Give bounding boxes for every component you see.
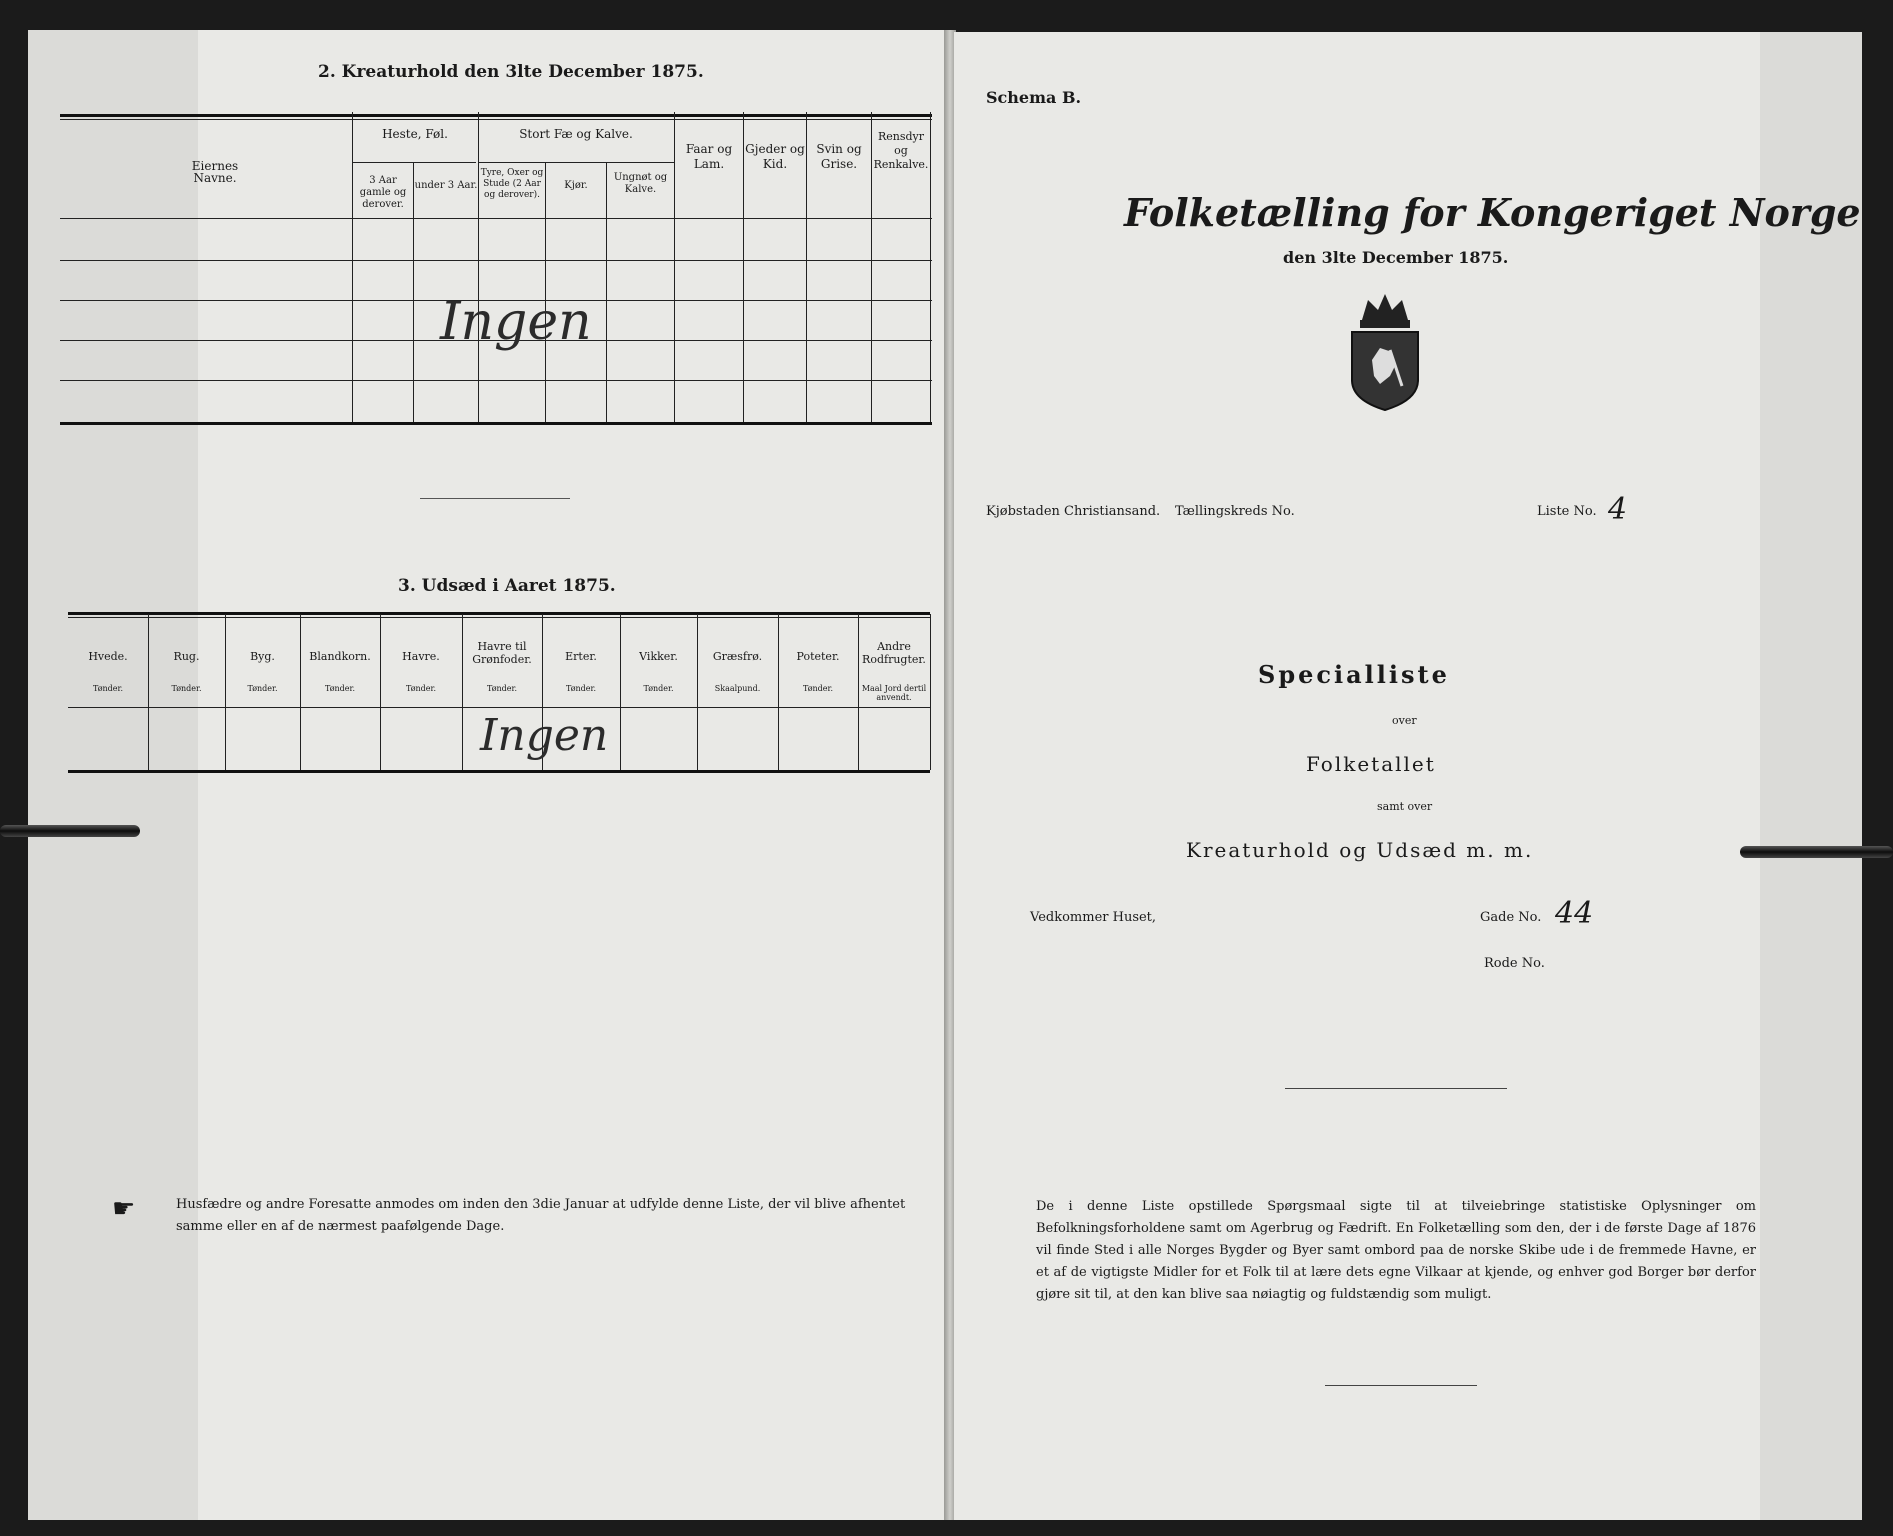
liste-number-handwritten: 4 — [1608, 492, 1628, 527]
handwritten-ingen-livestock: Ingen — [440, 292, 592, 352]
folketallet-label: Folketallet — [1306, 752, 1436, 776]
col-cattle: Stort Fæ og Kalve. — [519, 127, 633, 141]
horses-subhead-rule — [352, 162, 476, 163]
col-reindeer: Rensdyr og Renkalve. — [873, 130, 929, 171]
binder-clip-right — [1740, 846, 1893, 858]
seed-col-unit: Tønder. — [405, 684, 437, 693]
notice-text: Husfædre og andre Foresatte anmodes om inden den 3die Januar at udfylde denne Liste, der vil blive afhentet samme eller en af de nærmest paafølgende Dage. — [176, 1197, 906, 1234]
col-cattle-bulls: Tyre, Oxer og Stude (2 Aar og derover). — [480, 168, 544, 200]
samt-over-label: samt over — [1377, 800, 1433, 813]
seed-col-header: Blandkorn. — [309, 650, 371, 663]
col-goats: Gjeder og Kid. — [745, 142, 805, 171]
seed-col-header: Poteter. — [796, 650, 840, 663]
table3-col-line — [930, 614, 931, 770]
census-date: den 3lte December 1875. — [1283, 248, 1509, 267]
seed-col-unit: Skaalpund. — [714, 684, 761, 693]
table2-col-line — [352, 112, 353, 422]
table2-col-line — [413, 162, 414, 422]
table2-top-rule — [60, 114, 932, 117]
cattle-subhead-rule — [478, 162, 674, 163]
table2-col-line — [930, 112, 931, 422]
separator-rule — [420, 498, 570, 499]
seed-col-unit: Tønder. — [247, 684, 278, 693]
norway-coat-of-arms-icon — [1340, 290, 1430, 412]
handwritten-ingen-seed: Ingen — [480, 710, 609, 761]
section2-title: 2. Kreaturhold den 3lte December 1875. — [318, 62, 704, 82]
seed-col-header: Erter. — [565, 650, 597, 663]
right-separator-rule — [1285, 1088, 1507, 1089]
col-pigs: Svin og Grise. — [816, 142, 862, 171]
col-horses: Heste, Føl. — [382, 127, 448, 141]
table3-top-rule — [68, 612, 930, 615]
seed-col-header: Havre til Grønfoder. — [472, 640, 532, 666]
col-owner-names: Eiernes Navne. — [191, 159, 239, 185]
seed-col-header: Andre Rodfrugter. — [862, 640, 926, 666]
kjobstad-label: Kjøbstaden Christiansand. — [986, 504, 1161, 519]
table2-row-line — [60, 380, 932, 381]
seed-col-unit: Tønder. — [486, 684, 518, 693]
rode-label: Rode No. — [1484, 956, 1545, 971]
seed-col-header: Græsfrø. — [712, 650, 763, 663]
table3-header-rule — [68, 707, 930, 708]
seed-col-unit: Tønder. — [92, 684, 124, 693]
schema-label: Schema B. — [986, 88, 1082, 107]
col-cattle-cows: Kjør. — [564, 180, 588, 191]
table2-col-line — [606, 162, 607, 422]
section3-title: 3. Udsæd i Aaret 1875. — [398, 576, 616, 596]
table2-header-rule — [60, 218, 932, 219]
col-horses-under3: under 3 Aar. — [414, 180, 478, 191]
left-margin-bleed — [28, 30, 198, 1520]
table2-col-line — [478, 112, 479, 422]
purpose-paragraph: De i denne Liste opstillede Spørgsmaal sigte til at tilveiebringe statistiske Oplysninger om Befolkningsforholdene samt om Agerbrug og Fædrift. En Folketælling som den, der i de første Dage af 1876 vil finde Sted i alle Norges Bygder og Byer samt ombord paa de norske Skibe ude i de fremmede Havne, er et af de vigtigste Midler for et Folk til at lære dets egne Vilkaar at kjende, og enhver god Borger bør derfor gjøre sit til, at den kan blive saa nøiagtig og fuldstændig som muligt. — [1036, 1199, 1756, 1302]
seed-col-header: Hvede. — [88, 650, 128, 663]
col-horses-3yr: 3 Aar gamle og derover. — [359, 175, 407, 210]
census-title: Folketælling for Kongeriget Norge — [1124, 190, 1861, 235]
kreds-label: Tællingskreds No. — [1175, 504, 1295, 519]
bottom-rule — [1325, 1385, 1477, 1386]
table2-top-rule-2 — [60, 119, 932, 120]
seed-col-unit: Tønder. — [171, 684, 202, 693]
col-cattle-young: Ungnøt og Kalve. — [613, 172, 668, 195]
seed-col-unit: Tønder. — [802, 684, 834, 693]
gade-label: Gade No. — [1480, 910, 1542, 925]
seed-col-unit: Tønder. — [643, 684, 674, 693]
vedkommer-label: Vedkommer Huset, — [1030, 910, 1157, 925]
table3-bottom-rule — [68, 770, 930, 773]
table3-top-rule-2 — [68, 617, 930, 618]
table2-bottom-rule — [60, 422, 932, 425]
seed-col-header: Rug. — [173, 650, 200, 663]
table2-row-line — [60, 260, 932, 261]
seed-col-unit: Tønder. — [324, 684, 356, 693]
liste-label: Liste No. — [1537, 504, 1597, 519]
over-label: over — [1392, 714, 1417, 727]
special-title: Specialliste — [1258, 660, 1450, 689]
gade-number-handwritten: 44 — [1555, 896, 1594, 931]
seed-col-header: Havre. — [402, 650, 440, 663]
binder-clip-left — [0, 825, 140, 837]
seed-col-header: Byg. — [250, 650, 275, 663]
kreaturhold-label: Kreaturhold og Udsæd m. m. — [1186, 838, 1534, 862]
right-margin-bleed — [1760, 32, 1862, 1520]
col-sheep: Faar og Lam. — [685, 142, 733, 171]
seed-col-unit: Maal Jord dertil anvendt. — [861, 684, 927, 702]
pointing-hand-icon: ☛ — [112, 1194, 136, 1224]
seed-col-unit: Tønder. — [565, 684, 597, 693]
seed-col-header: Vikker. — [639, 650, 678, 663]
